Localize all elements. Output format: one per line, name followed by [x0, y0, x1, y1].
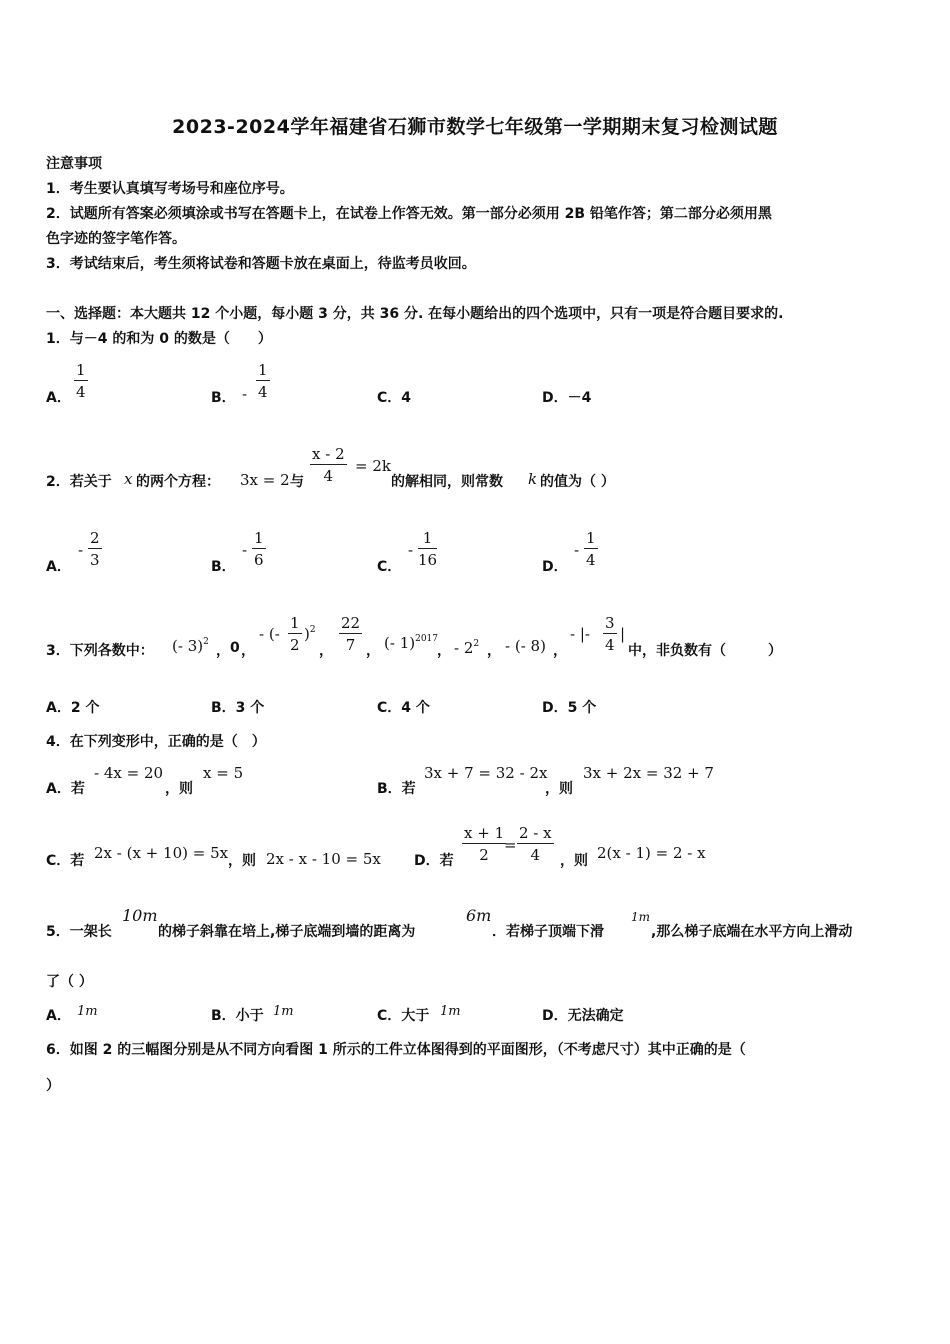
q2-option-c-sign: -	[408, 541, 414, 559]
q4-option-d-then: ，则	[560, 853, 588, 869]
q4-option-c-label: C．若	[46, 853, 85, 869]
question-2-prefix: 2．若关于	[46, 474, 112, 490]
section-heading: 一、选择题：本大题共 12 个小题，每小题 3 分，共 36 分. 在每小题给出的四个选项中，只有一项是符合题目要求的.	[46, 306, 784, 322]
q3-term-5: (- 1)$^{2017}$	[384, 634, 438, 652]
q2-text-2: 的解相同，则常数	[391, 474, 503, 490]
q4-option-a-label: A．若	[46, 781, 85, 797]
q3-term-3-fraction: $\frac{1}{2}$	[290, 614, 300, 654]
q2-option-d-fraction: $\frac{1}{4}$	[586, 529, 596, 569]
q2-option-b-fraction: $\frac{1}{6}$	[254, 529, 264, 569]
q5-text-3: ,那么梯子底端在水平方向上滑动	[651, 924, 853, 940]
q2-var-k: k	[528, 470, 538, 488]
q1-option-b-sign: -	[242, 385, 248, 403]
q3-separator: ，	[366, 643, 380, 659]
q2-option-d-sign: -	[574, 541, 580, 559]
q3-separator: ，	[487, 643, 501, 659]
q2-option-c-label: C．	[377, 559, 402, 575]
page-title: 2023-2024学年福建省石狮市数学七年级第一学期期末复习检测试题	[172, 116, 778, 138]
q2-text-3: 的值为（ ）	[540, 474, 615, 490]
q3-separator: ，	[216, 643, 230, 659]
q4-option-b-then: ，则	[545, 781, 573, 797]
q5-length: 10m	[122, 906, 158, 925]
q3-separator: ，	[241, 643, 255, 659]
q3-option-d: D．5 个	[542, 700, 597, 716]
q1-option-d: D．－4	[542, 390, 592, 406]
q4-option-c-eq1: 2x - (x + 10) = 5x	[94, 844, 229, 862]
q3-separator: ，	[437, 643, 451, 659]
q3-separator: ，	[553, 643, 567, 659]
question-1-stem: 1．与－4 的和为 0 的数是（ ）	[46, 331, 272, 347]
q4-option-d-label: D．若	[414, 853, 454, 869]
q3-term-3-open: - (-	[259, 625, 280, 643]
q2-with: 与	[290, 474, 304, 490]
q2-var-x: x	[124, 470, 133, 488]
q3-term-1: (- 3)$^2$	[172, 637, 209, 655]
q5-distance: 6m	[466, 906, 492, 925]
q5-option-a-value: 1m	[77, 1004, 98, 1019]
q2-option-b-label: B．	[211, 559, 236, 575]
q3-option-c: C．4 个	[377, 700, 430, 716]
q4-option-b-eq2: 3x + 2x = 32 + 7	[583, 764, 714, 782]
q3-term-8-open: - |-	[570, 625, 590, 643]
q4-option-c-then: ，则	[228, 853, 256, 869]
q3-term-3-close: )$^2$	[304, 625, 316, 643]
q5-option-b-label: B．小于	[211, 1008, 264, 1024]
q1-option-b-fraction: $\frac{1}{4}$	[258, 361, 268, 401]
q1-option-a-fraction: $\frac{1}{4}$	[76, 361, 86, 401]
q4-option-d-equals: =	[504, 836, 517, 854]
q3-term-4-fraction: $\frac{22}{7}$	[341, 614, 361, 654]
q2-option-a-label: A．	[46, 559, 71, 575]
q4-option-b-label: B．若	[377, 781, 416, 797]
q2-option-b-sign: -	[242, 541, 248, 559]
q3-text: 中，非负数有（ ）	[628, 643, 782, 659]
q4-option-a-then: ，则	[165, 781, 193, 797]
q2-equation-1: 3x = 2	[240, 471, 290, 489]
q5-option-b-value: 1m	[273, 1004, 294, 1019]
q2-fraction: $\frac{x - 2}{4}$	[312, 445, 345, 485]
notice-item: 色字迹的签字笔作答。	[46, 231, 186, 247]
question-6-stem: 6．如图 2 的三幅图分别是从不同方向看图 1 所示的工件立体图得到的平面图形，（不考虑尺寸）其中正确的是（	[46, 1042, 746, 1058]
q3-term-7: - (- 8)	[505, 637, 546, 655]
question-4-stem: 4．在下列变形中，正确的是（ ）	[46, 734, 266, 750]
q4-option-a-eq2: x = 5	[203, 764, 244, 782]
q5-option-a-label: A．	[46, 1008, 71, 1024]
notice-item: 2．试题所有答案必须填涂或书写在答题卡上，在试卷上作答无效。第一部分必须用 2B 铅笔作答；第二部分必须用黑	[46, 206, 772, 222]
q1-option-c: C．4	[377, 390, 412, 406]
question-5-prefix: 5．一架长	[46, 924, 112, 940]
question-3-prefix: 3．下列各数中：	[46, 643, 154, 659]
notice-item: 1．考生要认真填写考场号和座位序号。	[46, 181, 294, 197]
q4-option-d-eq2: 2(x - 1) = 2 - x	[597, 844, 706, 862]
q5-option-c-value: 1m	[440, 1004, 461, 1019]
q2-text: 的两个方程：	[136, 474, 220, 490]
q2-option-d-label: D．	[542, 559, 568, 575]
q3-term-zero: 0	[230, 640, 240, 656]
q5-option-c-label: C．大于	[377, 1008, 430, 1024]
q3-term-8-fraction: $\frac{3}{4}$	[605, 614, 615, 654]
q3-option-a: A．2 个	[46, 700, 100, 716]
q5-text-4: 了（ ）	[46, 974, 93, 990]
q2-option-a-sign: -	[78, 541, 84, 559]
q5-slide: 1m	[631, 910, 651, 924]
q5-text-1: 的梯子斜靠在培上,梯子底端到墙的距离为	[158, 924, 416, 940]
q3-separator: ，	[319, 643, 333, 659]
q5-text-2: ．若梯子顶端下滑	[492, 924, 604, 940]
notice-heading: 注意事项	[46, 156, 102, 172]
q4-option-b-eq1: 3x + 7 = 32 - 2x	[424, 764, 548, 782]
q2-option-a-fraction: $\frac{2}{3}$	[90, 529, 100, 569]
q3-term-8-close: |	[620, 625, 626, 643]
notice-item: 3．考试结束后，考生须将试卷和答题卡放在桌面上，待监考员收回。	[46, 256, 476, 272]
q4-option-d-fraction-1: $\frac{x + 1}{2}$	[464, 824, 505, 864]
q3-option-b: B．3 个	[211, 700, 265, 716]
q2-equation-2-tail: = 2k	[355, 457, 391, 475]
q3-term-6: - $2^2$	[454, 639, 480, 657]
question-6-stem-end: ）	[46, 1078, 60, 1094]
q4-option-d-fraction-2: $\frac{2 - x}{4}$	[519, 824, 552, 864]
q2-option-c-fraction: $\frac{1}{16}$	[418, 529, 438, 569]
q5-option-d: D．无法确定	[542, 1008, 624, 1024]
q1-option-a-label: A．	[46, 390, 71, 406]
q4-option-c-eq2: 2x - x - 10 = 5x	[266, 850, 381, 868]
q4-option-a-eq1: - 4x = 20	[94, 764, 164, 782]
q1-option-b-label: B．	[211, 390, 236, 406]
